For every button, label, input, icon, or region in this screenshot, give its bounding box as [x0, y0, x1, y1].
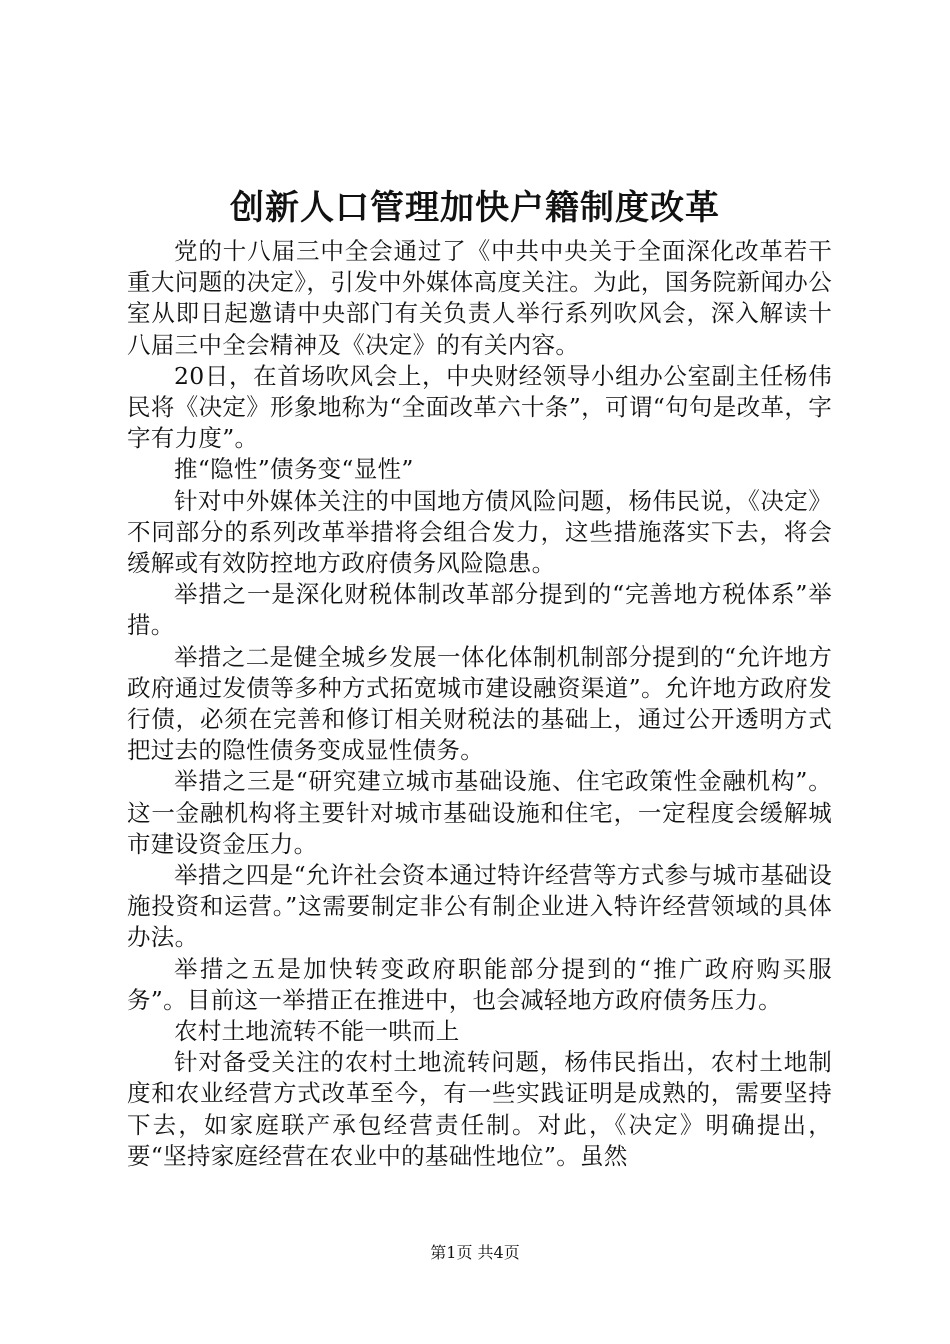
- paragraph: 举措之二是健全城乡发展一体化体制机制部分提到的“允许地方政府通过发债等多种方式拓宽城市建设融资渠道”。允许地方政府发行债，必须在完善和修订相关财税法的基础上，通过公开透明方式把过去的隐性债务变成显性债务。: [127, 642, 832, 765]
- document-body: [127, 236, 832, 1172]
- document-title: 创新人口管理加快户籍制度改革: [230, 188, 720, 228]
- paragraph: 举措之三是“研究建立城市基础设施、住宅政策性金融机构”。这一金融机构将主要针对城市基础设施和住宅，一定程度会缓解城市建设资金压力。: [127, 767, 832, 858]
- paragraph: 举措之五是加快转变政府职能部分提到的“推广政府购买服务”。目前这一举措正在推进中，也会减轻地方政府债务压力。: [127, 954, 832, 1014]
- paragraph: 举措之一是深化财税体制改革部分提到的“完善地方税体系”举措。: [127, 580, 832, 640]
- paragraph: 20日，在首场吹风会上，中央财经领导小组办公室副主任杨伟民将《决定》形象地称为“全面改革六十条”，可谓“句句是改革，字字有力度”。: [127, 361, 832, 453]
- paragraph: 针对备受关注的农村土地流转问题，杨伟民指出，农村土地制度和农业经营方式改革至今，有一些实践证明是成熟的，需要坚持下去，如家庭联产承包经营责任制。对此，《决定》明确提出，要“坚持家庭经营在农业中的基础性地位”。虽然: [127, 1048, 832, 1170]
- page-footer: 第1页 共4页: [430, 1243, 520, 1262]
- section-heading: 推“隐性”债务变“显性”: [174, 455, 414, 484]
- paragraph: 针对中外媒体关注的中国地方债风险问题，杨伟民说，《决定》不同部分的系列改革举措将会组合发力，这些措施落实下去，将会缓解或有效防控地方政府债务风险隐患。: [127, 486, 832, 578]
- section-heading: 农村土地流转不能一哄而上: [174, 1017, 460, 1046]
- paragraph: 党的十八届三中全会通过了《中共中央关于全面深化改革若干重大问题的决定》，引发中外媒体高度关注。为此，国务院新闻办公室从即日起邀请中央部门有关负责人举行系列吹风会，深入解读十八届三中全会精神及《决定》的有关内容。: [127, 237, 832, 359]
- paragraph: 举措之四是“允许社会资本通过特许经营等方式参与城市基础设施投资和运营。”这需要制定非公有制企业进入特许经营领域的具体办法。: [127, 861, 832, 952]
